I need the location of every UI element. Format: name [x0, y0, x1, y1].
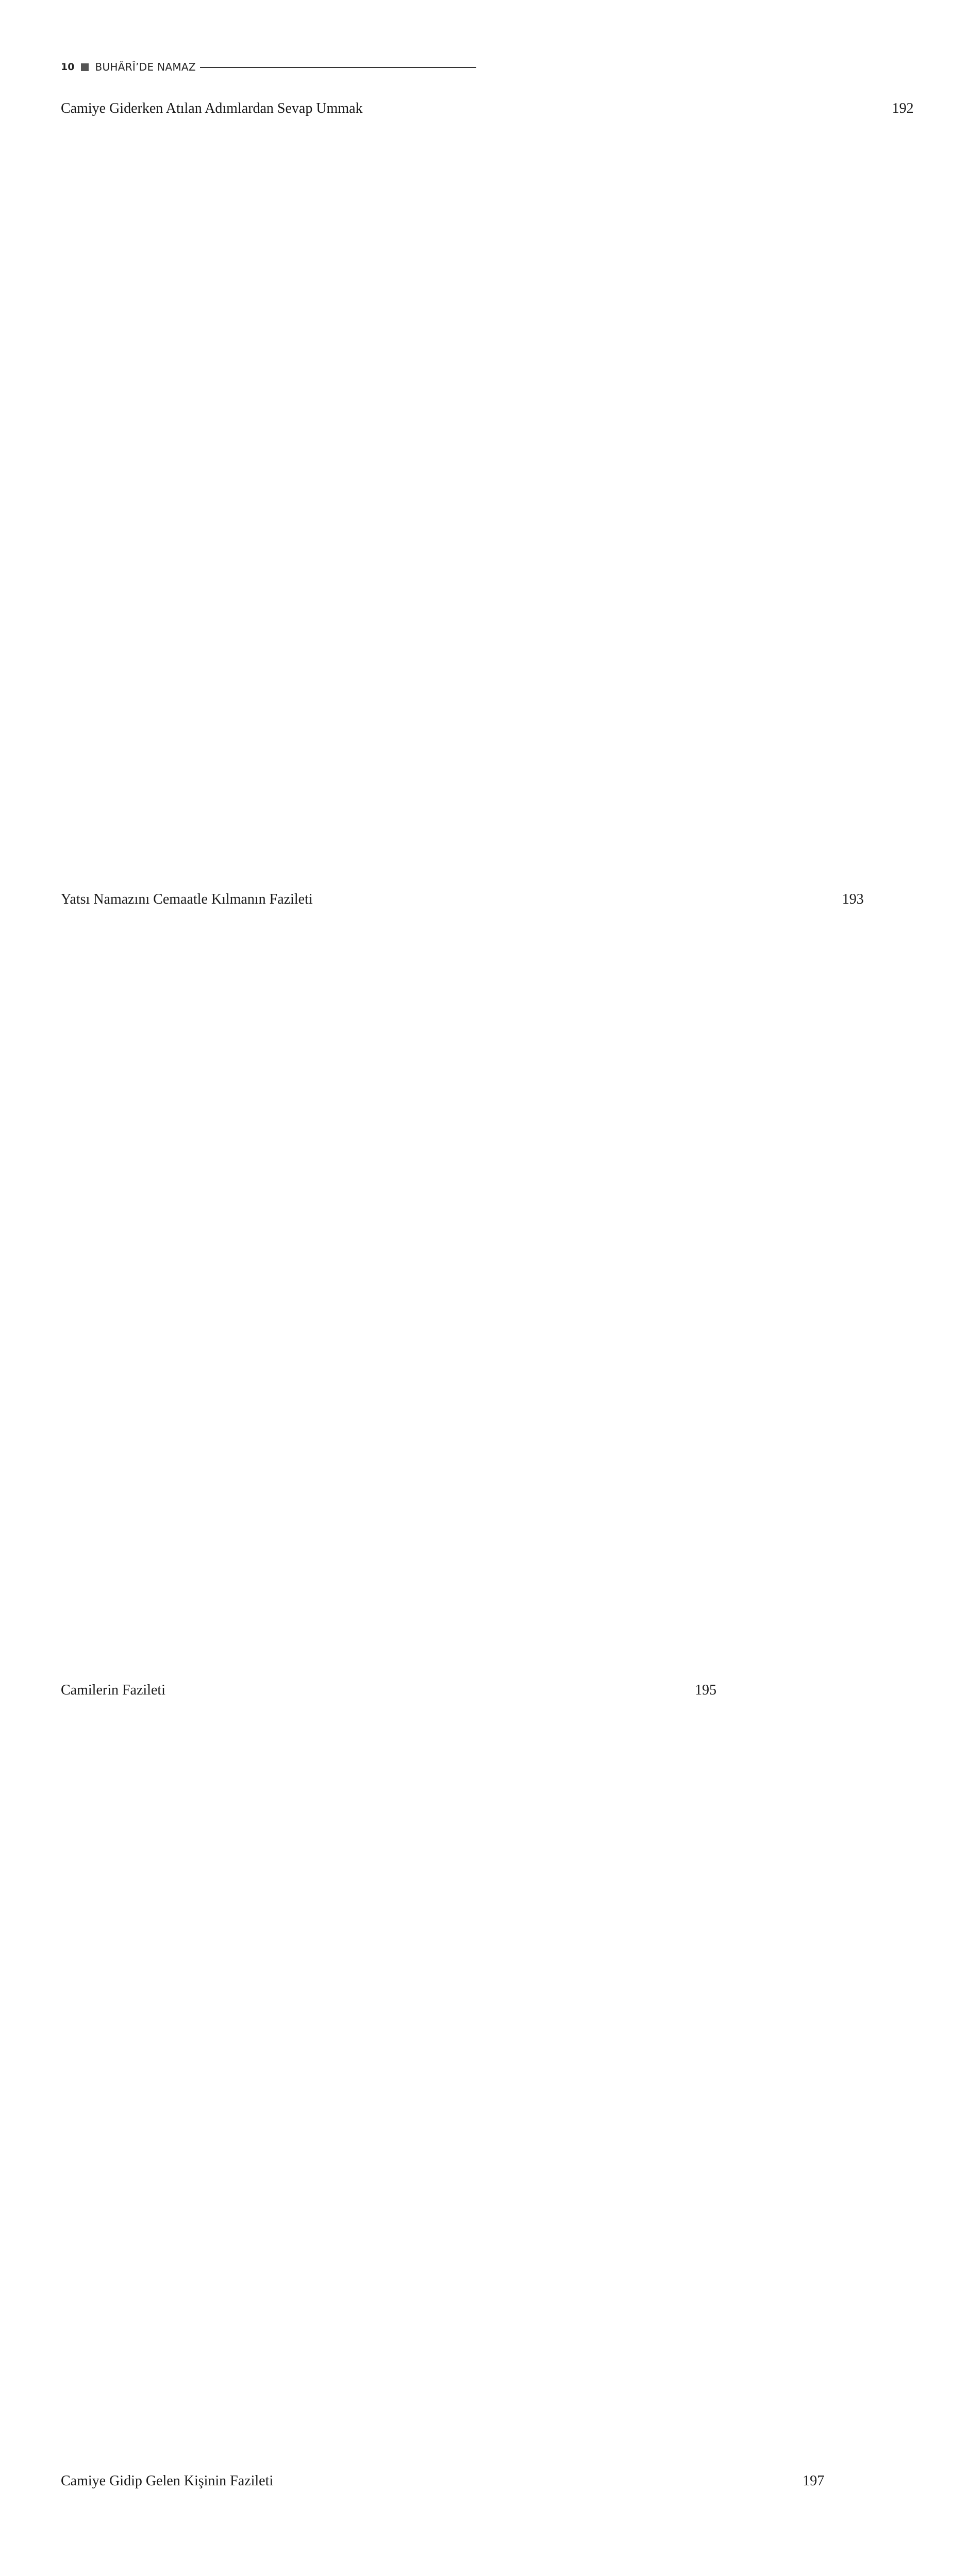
toc-entry-line [61, 2469, 825, 2576]
toc-entry-title: Camilerin Fazileti [61, 1682, 165, 1698]
table-of-contents [61, 97, 914, 2576]
toc-entry [61, 2469, 825, 2576]
toc-entry [61, 888, 864, 1679]
book-title: BUHÂRÎ’DE NAMAZ [95, 61, 196, 73]
page-number: 10 [61, 61, 75, 73]
header-rule [200, 67, 476, 68]
toc-entry [61, 1679, 716, 2469]
toc-entry [61, 97, 914, 888]
toc-entry-title: Camiye Gidip Gelen Kişinin Fazileti [61, 2473, 274, 2489]
toc-entry-title: Camiye Giderken Atılan Adımlardan Sevap Ummak [61, 100, 363, 116]
toc-entry-page-number: 197 [803, 2473, 825, 2489]
toc-entry-page-number: 195 [694, 1682, 716, 1698]
toc-entry-title: Yatsı Namazını Cemaatle Kılmanın Fazileti [61, 891, 313, 907]
toc-entry-page-number: 193 [842, 891, 864, 907]
toc-entry-line [61, 888, 864, 1679]
running-header [61, 58, 476, 76]
toc-entry-line [61, 1679, 716, 2469]
toc-entry-line [61, 97, 914, 888]
square-bullet-icon [81, 63, 89, 71]
toc-entry-page-number: 192 [892, 100, 914, 116]
